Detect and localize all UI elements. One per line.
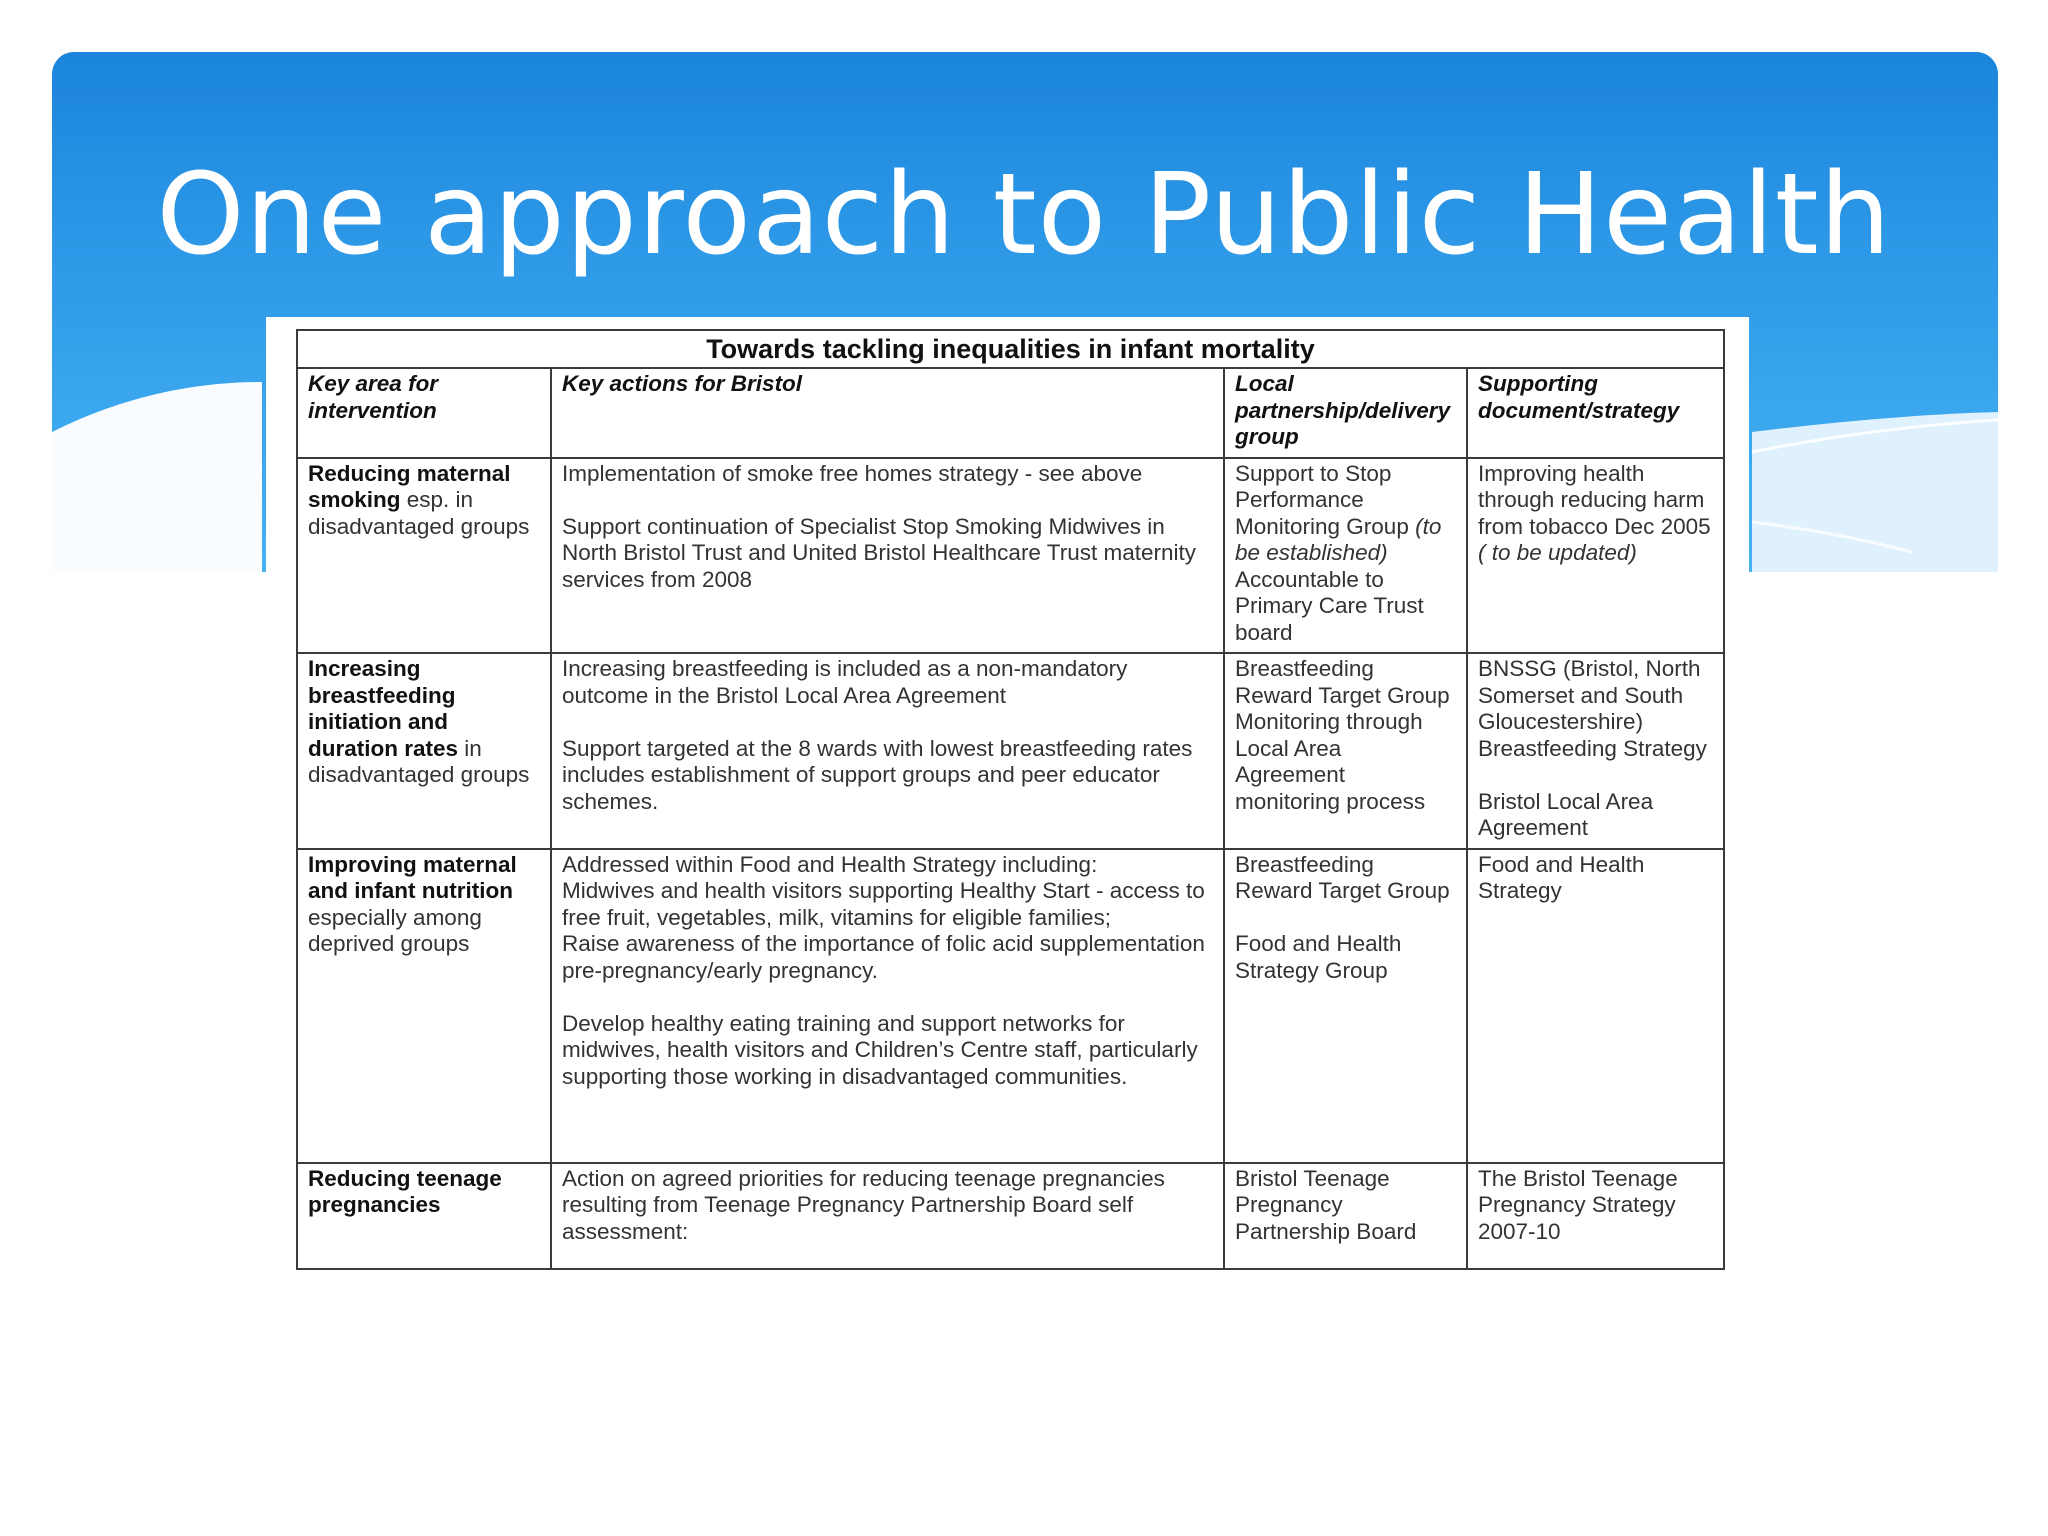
- document-cell: The Bristol Teenage Pregnancy Strategy 2007-10: [1467, 1163, 1724, 1269]
- action-text: Support continuation of Specialist Stop Smoking Midwives in North Bristol Trust and United Bristol Healthcare Trust maternity services from 2008: [562, 513, 1196, 592]
- document-text: BNSSG (Bristol, North Somerset and South Gloucestershire) Breastfeeding Strategy: [1478, 656, 1707, 761]
- header-local-partnership: Local partnership/delivery group: [1224, 368, 1467, 458]
- key-area-rest: especially among deprived groups: [308, 904, 482, 956]
- key-area-rest: in disadvantaged groups: [308, 735, 530, 787]
- key-actions-cell: Action on agreed priorities for reducing teenage pregnancies resulting from Teenage Pregnancy Partnership Board self assessment:: [551, 1163, 1224, 1269]
- infant-mortality-table: [296, 329, 1725, 1270]
- action-text: Develop healthy eating training and support networks for midwives, health visitors and Children’s Centre staff, particularly supporting those working in disadvantaged communities.: [562, 1010, 1198, 1089]
- action-text: Support targeted at the 8 wards with lowest breastfeeding rates includes establishment of support groups and peer educator schemes.: [562, 735, 1193, 814]
- partnership-cell: Bristol Teenage Pregnancy Partnership Board: [1224, 1163, 1467, 1269]
- document-cell: [1467, 458, 1724, 654]
- header-key-area: Key area for intervention: [297, 368, 551, 458]
- action-text: Addressed within Food and Health Strategy including:: [562, 851, 1098, 877]
- document-text: Bristol Local Area Agreement: [1478, 788, 1654, 840]
- table-row: [297, 458, 1724, 654]
- partnership-text: Accountable to Primary Care Trust board: [1235, 566, 1424, 645]
- key-actions-cell: [551, 653, 1224, 849]
- key-area-cell: [297, 458, 551, 654]
- partnership-cell: [1224, 849, 1467, 1163]
- partnership-cell: Breastfeeding Reward Target Group Monitoring through Local Area Agreement monitoring process: [1224, 653, 1467, 849]
- document-cell: Food and Health Strategy: [1467, 849, 1724, 1163]
- partnership-text: Food and Health Strategy Group: [1235, 931, 1402, 983]
- key-area-rest: esp. in disadvantaged groups: [308, 487, 530, 539]
- action-text: Implementation of smoke free homes strategy - see above: [562, 460, 1143, 486]
- header-supporting-document: Supporting document/strategy: [1467, 368, 1724, 458]
- header-key-actions: Key actions for Bristol: [551, 368, 1224, 458]
- partnership-cell: [1224, 458, 1467, 654]
- slide-title: One approach to Public Health: [156, 150, 1892, 280]
- table-row: [297, 849, 1724, 1163]
- table-caption: Towards tackling inequalities in infant mortality: [296, 329, 1725, 367]
- partnership-note: (to be established): [1235, 513, 1442, 565]
- key-actions-cell: [551, 849, 1224, 1163]
- document-cell: [1467, 653, 1724, 849]
- action-text: Midwives and health visitors supporting Healthy Start - access to free fruit, vegetables, milk, vitamins for eligible families;: [562, 878, 1205, 930]
- table-header-row: [297, 368, 1724, 458]
- key-area-bold: Improving maternal and infant nutrition: [308, 851, 517, 903]
- document-text: Improving health through reducing harm from tobacco Dec 2005: [1478, 460, 1711, 539]
- key-area-bold: Increasing breastfeeding initiation and duration rates: [308, 656, 459, 761]
- partnership-text: Breastfeeding Reward Target Group: [1235, 851, 1450, 903]
- partnership-text: Support to Stop Performance Monitoring Group: [1235, 460, 1409, 539]
- table-image-card: [266, 317, 1749, 1327]
- table-row: [297, 1163, 1724, 1269]
- action-text: Increasing breastfeeding is included as a non-mandatory outcome in the Bristol Local Area Agreement: [562, 656, 1128, 708]
- table-row: [297, 653, 1724, 849]
- key-area-cell: [297, 849, 551, 1163]
- key-area-cell: [297, 653, 551, 849]
- key-actions-cell: [551, 458, 1224, 654]
- key-area-bold: Reducing teenage pregnancies: [308, 1165, 502, 1217]
- document-note: ( to be updated): [1478, 540, 1637, 565]
- key-area-cell: [297, 1163, 551, 1269]
- action-text: Raise awareness of the importance of folic acid supplementation pre-pregnancy/early pregnancy.: [562, 931, 1205, 983]
- key-area-bold: Reducing maternal smoking: [308, 460, 511, 512]
